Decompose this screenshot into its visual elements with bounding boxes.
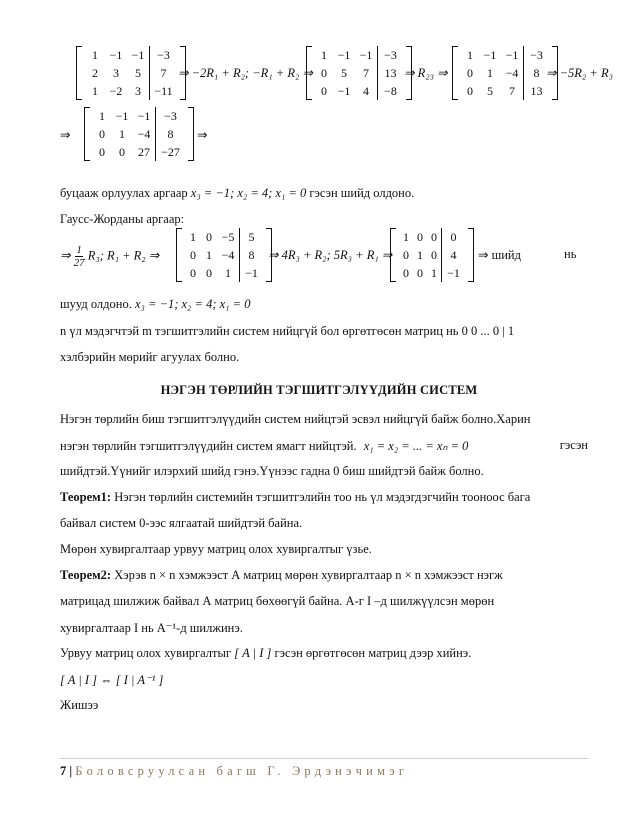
matrix-cell: 13	[377, 64, 403, 82]
matrix-cell: −8	[377, 82, 403, 100]
matrix-cell: 8	[239, 246, 263, 264]
gauss-jordan-operation-a: ⇒ $\frac{1}{27}$ R₃; R₁ + R₂ ⇒	[60, 244, 160, 269]
matrix-1	[76, 46, 186, 100]
theorem-2-label: Теорем2:	[60, 568, 112, 582]
matrix-cell: 1	[467, 48, 473, 62]
matrix-cell: 7	[509, 84, 515, 98]
augmented-matrix-sentence: Урвуу матриц олох хувиргалтыг [ A | I ] гэсэн өргөтгөсөн матриц дээр хийнэ.	[60, 646, 472, 660]
matrix-cell: −27	[155, 143, 185, 161]
inverse-intro: Мөрөн хувиргалтаар урвуу матриц олох хувиргалтыг үзье.	[60, 542, 372, 556]
matrix-cell: −1	[115, 109, 129, 123]
matrix-cell: −1	[359, 48, 373, 62]
matrix-cell: 0	[403, 248, 409, 262]
matrix-cell: −1	[441, 264, 465, 282]
matrix-cell: 0	[99, 127, 105, 141]
matrix-cell: 1	[119, 127, 125, 141]
matrix-5	[176, 228, 272, 282]
implies-arrow-pre: ⇒	[60, 128, 71, 142]
theorem-2-cont-1: матрицад шилжиж байвал А матриц бөхөөгүй байна. А-г I –д шилжүүлсэн мөрөн	[60, 594, 495, 608]
matrix-cell: 1	[321, 48, 327, 62]
matrix-cell: −1	[109, 48, 123, 62]
matrix-cell: 7	[363, 66, 369, 80]
matrix-cell: 13	[523, 82, 549, 100]
gauss-jordan-operation-b: ⇒ 4R₃ + R₂; 5R₃ + R₁ ⇒	[268, 248, 393, 262]
matrix-cell: −1	[137, 109, 151, 123]
back-substitution-sentence: буцааж орлуулах аргаар x₃ = −1; x₂ = 4; x₁ = 0 гэсэн шийд олдоно.	[60, 186, 415, 200]
matrix-cell: 3	[135, 84, 141, 98]
matrix-cell: 1	[487, 66, 493, 80]
matrix-cell: −3	[155, 107, 185, 125]
matrix-cell: 27	[138, 145, 150, 159]
inconsistent-system-sentence: n үл мэдэгчтэй m тэгшитгэлийн систем нийцгүй бол өргөтгөсөн матриц нь 0 0 ... 0 | 1	[60, 324, 515, 338]
matrix-cell: 1	[403, 230, 409, 244]
matrix-cell: 8	[155, 125, 185, 143]
matrix-cell: −1	[505, 48, 519, 62]
matrix-cell: 5	[341, 66, 347, 80]
matrix-cell: 1	[92, 48, 98, 62]
matrix-6	[390, 228, 474, 282]
paragraph-line-2: нэгэн төрлийн тэгшитгэлүүдийн систем ямагт нийцтэй. x₁ = x₂ = ... = xₙ = 0 гэсэн	[60, 438, 588, 453]
gauss-jordan-label: Гаусс-Жорданы аргаар:	[60, 212, 185, 226]
matrix-cell: 7	[149, 64, 177, 82]
matrix-cell: 0	[206, 266, 212, 280]
matrix-cell: 4	[363, 84, 369, 98]
matrix-cell: 0	[321, 84, 327, 98]
matrix-cell: 5	[239, 228, 263, 246]
theorem-1: Теорем1: Нэгэн төрлийн системийн тэгшитгэлийн тоо нь үл мэдэгдэгчийн тооноос бага	[60, 490, 531, 504]
matrix-cell: −3	[149, 46, 177, 64]
matrix-cell: 1	[225, 266, 231, 280]
footer-author: Боловсруулсан багш Г. Эрдэнэчимэг	[75, 764, 409, 778]
matrix-cell: 0	[417, 266, 423, 280]
matrix-cell: −3	[523, 46, 549, 64]
equivalence-formula: [ A | I ] ⇔ [ I | A⁻¹ ]	[60, 673, 164, 687]
matrix-cells	[90, 107, 188, 161]
matrix-cell: 5	[135, 66, 141, 80]
paragraph-line-1: Нэгэн төрлийн биш тэгшитгэлүүдийн систем нийцтэй эсвэл нийцгүй байж болно.Харин	[60, 412, 531, 426]
matrix-3	[452, 46, 558, 100]
matrix-cell: 0	[467, 84, 473, 98]
matrix-cell: 0	[431, 248, 437, 262]
example-label: Жишээ	[60, 698, 99, 712]
matrix-cell: −1	[483, 48, 497, 62]
bracket-right	[188, 107, 194, 161]
gauss-jordan-tail: нь	[564, 247, 577, 261]
matrix-cell: 0	[467, 66, 473, 80]
page-number: 7 |	[60, 764, 73, 778]
inconsistent-system-sentence-cont: хэлбэрийн мөрийг агуулах болно.	[60, 350, 240, 364]
matrix-cells	[396, 228, 468, 282]
bracket-right	[468, 228, 474, 282]
matrix-cells	[182, 228, 266, 282]
implies-arrow-post: ⇒	[197, 128, 208, 142]
matrix-cell: 0	[321, 66, 327, 80]
matrix-cell: 2	[92, 66, 98, 80]
matrix-cell: 3	[113, 66, 119, 80]
matrix-cell: 0	[431, 230, 437, 244]
matrix-cells	[312, 46, 406, 100]
matrix-cell: 1	[190, 230, 196, 244]
matrix-cell: −4	[505, 66, 519, 80]
matrix-cell: 1	[99, 109, 105, 123]
matrix-cell: −5	[221, 230, 235, 244]
row-operation-1: ⇒ −2R₁ + R₂; −R₁ + R₂ ⇒	[178, 66, 313, 80]
fraction: $\frac{1}{27}$	[73, 244, 85, 269]
theorem-2: Теорем2: Хэрэв n × n хэмжээст А матриц мөрөн хувиргалтаар n × n хэмжээст нэгж	[60, 568, 503, 582]
matrix-cell: 1	[206, 248, 212, 262]
matrix-cell: 0	[403, 266, 409, 280]
matrix-cell: 1	[431, 266, 437, 280]
matrix-cell: −1	[131, 48, 145, 62]
row-operation-2: ⇒ R₂₃ ⇒	[404, 66, 448, 80]
matrix-cells	[82, 46, 180, 100]
matrix-cell: 0	[190, 266, 196, 280]
matrix-4	[84, 107, 194, 161]
matrix-cell: 0	[99, 145, 105, 159]
matrix-cell: −1	[337, 84, 351, 98]
matrix-cell: 1	[417, 248, 423, 262]
matrix-cell: −4	[221, 248, 235, 262]
matrix-cell: 4	[441, 246, 465, 264]
footer-rule	[60, 758, 588, 759]
matrix-cell: 0	[206, 230, 212, 244]
matrix-cell: −3	[377, 46, 403, 64]
gauss-jordan-operation-c: ⇒ шийд	[478, 248, 521, 262]
matrix-cell: 0	[119, 145, 125, 159]
matrix-cell: 1	[92, 84, 98, 98]
matrix-cells	[458, 46, 552, 100]
matrix-2	[306, 46, 412, 100]
matrix-cell: 0	[417, 230, 423, 244]
matrix-cell: −4	[137, 127, 151, 141]
row-operation-3: ⇒ −5R₂ + R₃	[546, 66, 613, 80]
paragraph-line-3: шийдтэй.Үүнийг илэрхий шийд гэнэ.Үүнээс гадна 0 биш шийдтэй байж болно.	[60, 464, 484, 478]
matrix-cell: 8	[523, 64, 549, 82]
matrix-cell: 0	[441, 228, 465, 246]
direct-solution-sentence: шууд олдоно. x₃ = −1; x₂ = 4; x₁ = 0	[60, 297, 251, 311]
matrix-cell: 0	[190, 248, 196, 262]
matrix-cell: −2	[109, 84, 123, 98]
theorem-2-cont-2: хувиргалтаар I нь A⁻¹-д шилжинэ.	[60, 621, 243, 635]
theorem-1-cont: байвал систем 0-ээс ялгаатай шийдтэй байна.	[60, 516, 303, 530]
footer	[60, 764, 408, 779]
matrix-cell: 5	[487, 84, 493, 98]
matrix-cell: −11	[149, 82, 177, 100]
section-heading: НЭГЭН ТӨРЛИЙН ТЭГШИТГЭЛҮҮДИЙН СИСТЕМ	[160, 383, 478, 397]
matrix-cell: −1	[239, 264, 263, 282]
matrix-cell: −1	[337, 48, 351, 62]
theorem-1-label: Теорем1:	[60, 490, 112, 504]
